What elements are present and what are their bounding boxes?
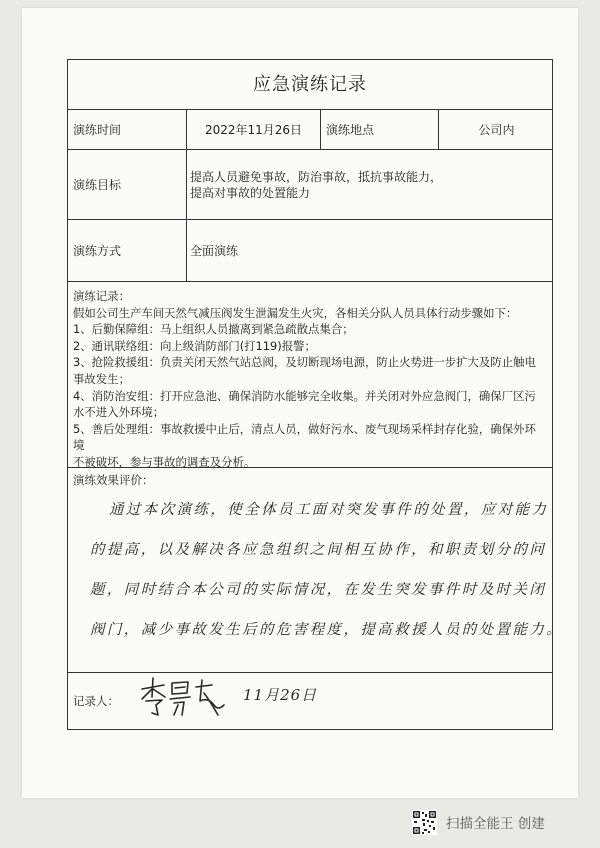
goal-label: 演练目标	[73, 178, 122, 192]
time-location-row	[68, 110, 552, 150]
recorder-date: 11月26日	[243, 686, 318, 704]
evaluation-handwriting-line: 的提高，以及解决各应急组织之间相互协作，和职责划分的问	[90, 542, 547, 558]
document-page	[22, 8, 578, 798]
evaluation-section	[68, 468, 564, 673]
method-label: 演练方式	[73, 244, 122, 258]
evaluation-handwriting-line: 阀门，减少事故发生后的危害程度，提高救援人员的处置能力。	[90, 622, 564, 638]
time-label: 演练时间	[73, 123, 122, 137]
evaluation-label: 演练效果评价：	[73, 473, 154, 487]
record-line: 事故发生；	[73, 371, 130, 386]
record-line: 2、通讯联络组：向上级消防部门(打119)报警；	[73, 338, 316, 353]
record-heading: 演练记录：	[73, 289, 130, 303]
method-row	[68, 220, 552, 282]
qr-code-icon	[412, 810, 437, 835]
recorder-signature	[138, 675, 228, 719]
location-value: 公司内	[438, 110, 554, 149]
record-line: 假如公司生产车间天然气减压阀发生泄漏发生火灾，各相关分队人员具体行动步骤如下：	[73, 305, 518, 320]
goal-value	[186, 150, 554, 219]
evaluation-handwriting-line: 题，同时结合本公司的实际情况，在发生突发事件时及时关闭	[90, 582, 547, 598]
time-value: 2022年11月26日	[186, 110, 320, 149]
goal-line-2: 提高对事故的处置能力	[190, 185, 311, 200]
recorder-label: 记录人：	[73, 694, 119, 708]
goal-row	[68, 150, 552, 220]
drill-record-section	[68, 282, 552, 468]
form-title: 应急演练记录	[68, 60, 552, 110]
record-line: 5、善后处理组：事故救援中止后，清点人员，做好污水、废气现场采样封存化验，确保外环境	[73, 421, 536, 453]
goal-line-1: 提高人员避免事故，防治事故，抵抗事故能力，	[190, 169, 443, 184]
scanner-watermark	[412, 808, 592, 836]
scanner-brand-text: 扫描全能王 创建	[446, 816, 545, 832]
record-line: 4、消防治安组：打开应急池、确保消防水能够完全收集。并关闭对外应急阀门，确保厂区污	[73, 388, 536, 403]
recorder-section	[68, 673, 552, 729]
drill-record-form	[67, 59, 564, 730]
evaluation-handwriting-line: 通过本次演练，使全体员工面对突发事件的处置，应对能力	[109, 502, 549, 518]
record-line: 3、抢险救援组：负责关闭天然气站总阀，及切断现场电源，防止火势进一步扩大及防止触电	[73, 355, 536, 370]
record-line: 不被破坏，参与事故的调查及分析。	[73, 454, 256, 469]
location-label: 演练地点	[320, 110, 438, 149]
record-line: 水不进入外环境；	[73, 405, 165, 420]
record-line: 1、后勤保障组：马上组织人员撤离到紧急疏散点集合；	[73, 322, 354, 337]
method-value: 全面演练	[186, 220, 554, 281]
